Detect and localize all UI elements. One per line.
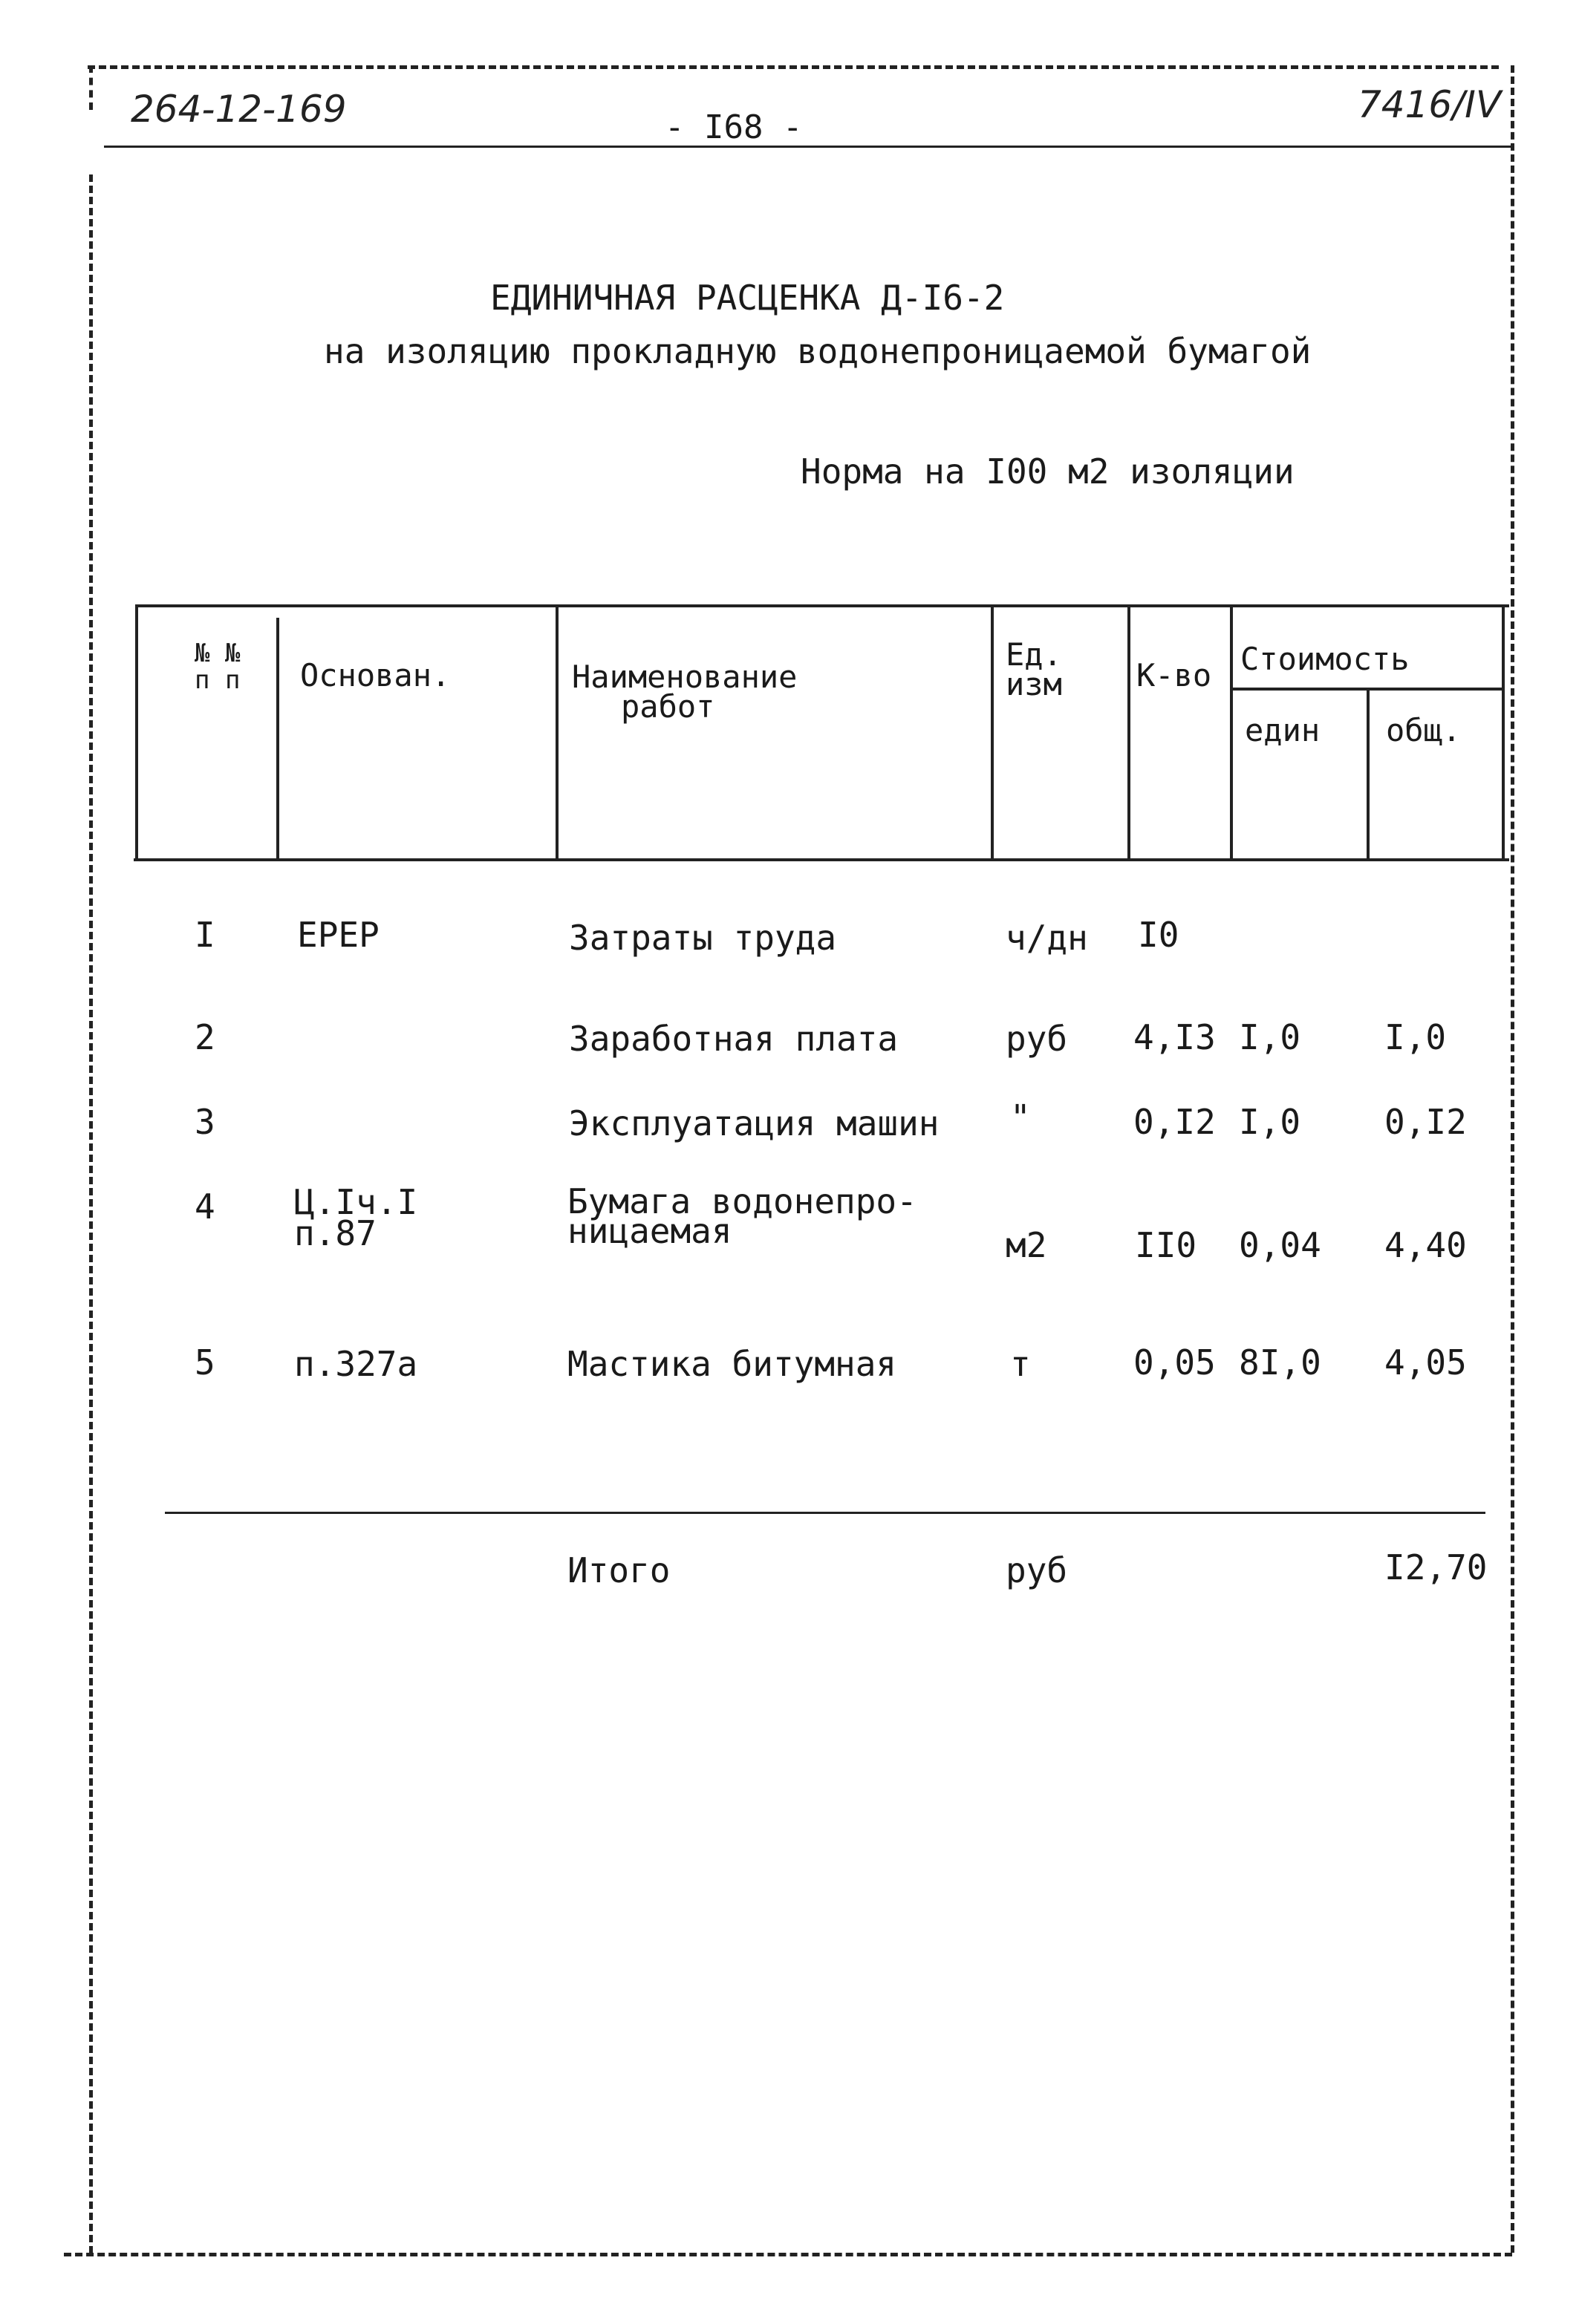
row-5-number: 5 bbox=[195, 1342, 215, 1383]
cost-split-rule bbox=[1230, 688, 1502, 691]
header-unit bbox=[1006, 636, 1062, 702]
total-separator-rule bbox=[165, 1512, 1485, 1514]
total-unit: руб bbox=[1006, 1550, 1068, 1590]
row-2-unit-price: I,0 bbox=[1239, 1017, 1301, 1057]
column-divider bbox=[1127, 604, 1130, 858]
header-rule bbox=[104, 146, 1511, 148]
row-5-unit: т bbox=[1010, 1344, 1031, 1384]
header-number-line1: № № bbox=[195, 639, 241, 668]
row-5-basis: п.327а bbox=[294, 1344, 418, 1384]
frame-left-border bbox=[89, 174, 93, 2253]
header-cost: Стоимость bbox=[1240, 641, 1410, 677]
header-basis: Основан. bbox=[300, 657, 451, 693]
row-3-total: 0,I2 bbox=[1384, 1102, 1467, 1142]
table-left-border bbox=[135, 604, 138, 858]
header-cost-total: общ. bbox=[1386, 712, 1462, 748]
header-unit-line1: Ед. bbox=[1006, 636, 1062, 673]
sheet-reference: 7416/IV bbox=[1358, 83, 1502, 126]
row-1-name: Затраты труда bbox=[569, 918, 837, 958]
column-divider bbox=[556, 604, 559, 858]
row-4-number: 4 bbox=[195, 1187, 215, 1227]
header-work-name-line1: Наименование bbox=[572, 659, 798, 695]
row-2-unit: руб bbox=[1006, 1019, 1068, 1059]
row-4-unit-price: 0,04 bbox=[1239, 1225, 1321, 1265]
total-value: I2,70 bbox=[1384, 1547, 1488, 1587]
column-divider bbox=[1230, 604, 1233, 858]
row-4-name-line2: ницаемая bbox=[567, 1211, 732, 1251]
table-header-bottom-rule bbox=[134, 858, 1509, 861]
row-2-name: Заработная плата bbox=[569, 1019, 899, 1059]
page-number: - I68 - bbox=[665, 108, 803, 146]
row-3-name: Эксплуатация машин bbox=[569, 1103, 940, 1143]
header-unit-line2: изм bbox=[1006, 666, 1062, 702]
header-work-name bbox=[572, 659, 798, 725]
row-4-basis-line1: Ц.Iч.I bbox=[294, 1182, 418, 1222]
row-5-unit-price: 8I,0 bbox=[1239, 1342, 1321, 1383]
frame-bottom-border bbox=[64, 2253, 1512, 2256]
row-3-quantity: 0,I2 bbox=[1133, 1102, 1216, 1142]
row-1-number: I bbox=[195, 915, 215, 955]
row-2-quantity: 4,I3 bbox=[1133, 1017, 1216, 1057]
row-4-basis bbox=[294, 1182, 418, 1253]
table-right-border bbox=[1502, 604, 1505, 858]
row-4-quantity: II0 bbox=[1135, 1225, 1197, 1265]
header-number-line2: п п bbox=[195, 665, 241, 695]
norm-statement: Норма на I00 м2 изоляции bbox=[801, 451, 1295, 492]
frame-right-border bbox=[1511, 65, 1514, 2253]
row-4-unit: м2 bbox=[1006, 1225, 1047, 1265]
document-title: ЕДИНИЧНАЯ РАСЦЕНКА Д-I6-2 bbox=[490, 278, 1005, 318]
table-top-rule bbox=[135, 604, 1509, 607]
header-work-name-line2: работ bbox=[621, 688, 715, 725]
row-5-total: 4,05 bbox=[1384, 1342, 1467, 1383]
row-3-unit: " bbox=[1010, 1097, 1031, 1137]
frame-top-border bbox=[88, 65, 1499, 69]
header-cost-unit: един bbox=[1245, 712, 1321, 748]
row-1-quantity: I0 bbox=[1138, 915, 1179, 955]
row-5-name: Мастика битумная bbox=[567, 1344, 897, 1384]
document-subtitle: на изоляцию прокладную водонепроницаемой бумагой bbox=[324, 331, 1312, 371]
row-3-number: 3 bbox=[195, 1102, 215, 1142]
row-2-total: I,0 bbox=[1384, 1017, 1447, 1057]
row-1-basis: ЕРЕР bbox=[297, 915, 380, 955]
column-divider bbox=[991, 604, 994, 858]
column-divider bbox=[276, 618, 279, 860]
row-1-unit: ч/дн bbox=[1006, 918, 1088, 958]
header-number bbox=[195, 640, 240, 693]
row-4-name-line1: Бумага водонепро- bbox=[567, 1181, 917, 1221]
total-label: Итого bbox=[567, 1550, 671, 1590]
row-2-number: 2 bbox=[195, 1017, 215, 1057]
row-4-total: 4,40 bbox=[1384, 1225, 1467, 1265]
row-4-basis-line2: п.87 bbox=[294, 1213, 377, 1253]
header-quantity: К-во bbox=[1136, 657, 1212, 693]
column-divider bbox=[1367, 688, 1370, 858]
row-5-quantity: 0,05 bbox=[1133, 1342, 1216, 1383]
row-3-unit-price: I,0 bbox=[1239, 1102, 1301, 1142]
frame-left-border bbox=[89, 65, 93, 110]
document-code: 264-12-169 bbox=[131, 88, 347, 131]
row-4-name bbox=[567, 1181, 917, 1251]
